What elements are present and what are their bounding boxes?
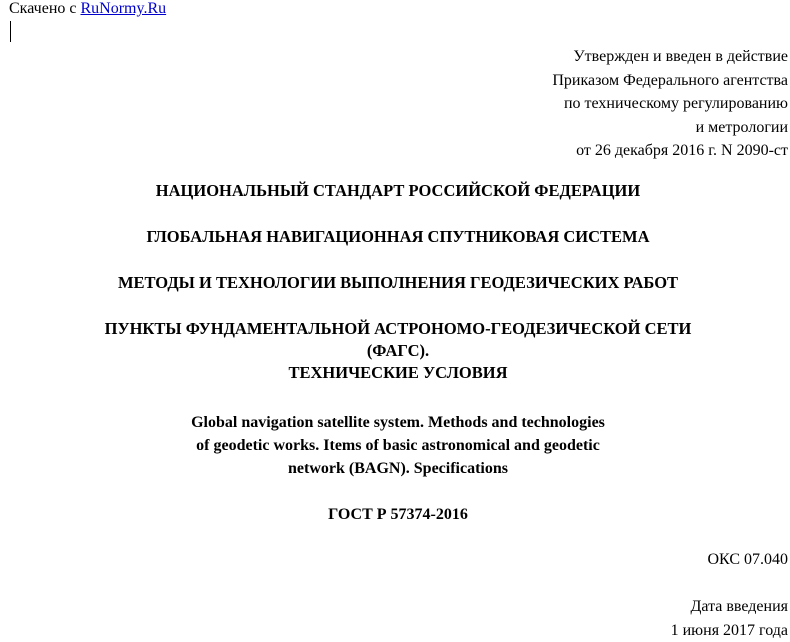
document-title-line: ПУНКТЫ ФУНДАМЕНТАЛЬНОЙ АСТРОНОМО-ГЕОДЕЗИЧЕСКОЙ СЕТИ <box>0 318 790 340</box>
english-title-line: Global navigation satellite system. Methods and technologies <box>0 411 790 434</box>
document-title-line: (ФАГС). <box>0 340 790 362</box>
system-title: ГЛОБАЛЬНАЯ НАВИГАЦИОННАЯ СПУТНИКОВАЯ СИСТЕМА <box>0 226 790 248</box>
standard-title: НАЦИОНАЛЬНЫЙ СТАНДАРТ РОССИЙСКОЙ ФЕДЕРАЦИИ <box>0 180 790 202</box>
approval-line: Утвержден и введен в действие <box>552 45 788 69</box>
approval-block <box>552 45 788 163</box>
methods-title: МЕТОДЫ И ТЕХНОЛОГИИ ВЫПОЛНЕНИЯ ГЕОДЕЗИЧЕСКИХ РАБОТ <box>0 272 790 294</box>
introduction-label: Дата введения <box>671 595 788 619</box>
introduction-date-block <box>671 595 788 642</box>
english-title-line: of geodetic works. Items of basic astronomical and geodetic <box>0 434 790 457</box>
oks-code: ОКС 07.040 <box>708 549 789 571</box>
approval-line: и метрологии <box>552 116 788 140</box>
english-title-line: network (BAGN). Specifications <box>0 457 790 480</box>
document-title <box>0 318 790 384</box>
approval-line: по техническому регулированию <box>552 92 788 116</box>
download-source-prefix: Скачено с <box>9 0 80 17</box>
runormy-link[interactable]: RuNormy.Ru <box>80 0 166 17</box>
introduction-date: 1 июня 2017 года <box>671 619 788 642</box>
text-cursor <box>10 21 11 42</box>
gost-number: ГОСТ Р 57374-2016 <box>0 504 790 526</box>
approval-line: от 26 декабря 2016 г. N 2090-ст <box>552 139 788 163</box>
approval-line: Приказом Федерального агентства <box>552 69 788 93</box>
english-title <box>0 411 790 480</box>
document-title-line: ТЕХНИЧЕСКИЕ УСЛОВИЯ <box>0 362 790 384</box>
download-source-line <box>9 0 166 18</box>
